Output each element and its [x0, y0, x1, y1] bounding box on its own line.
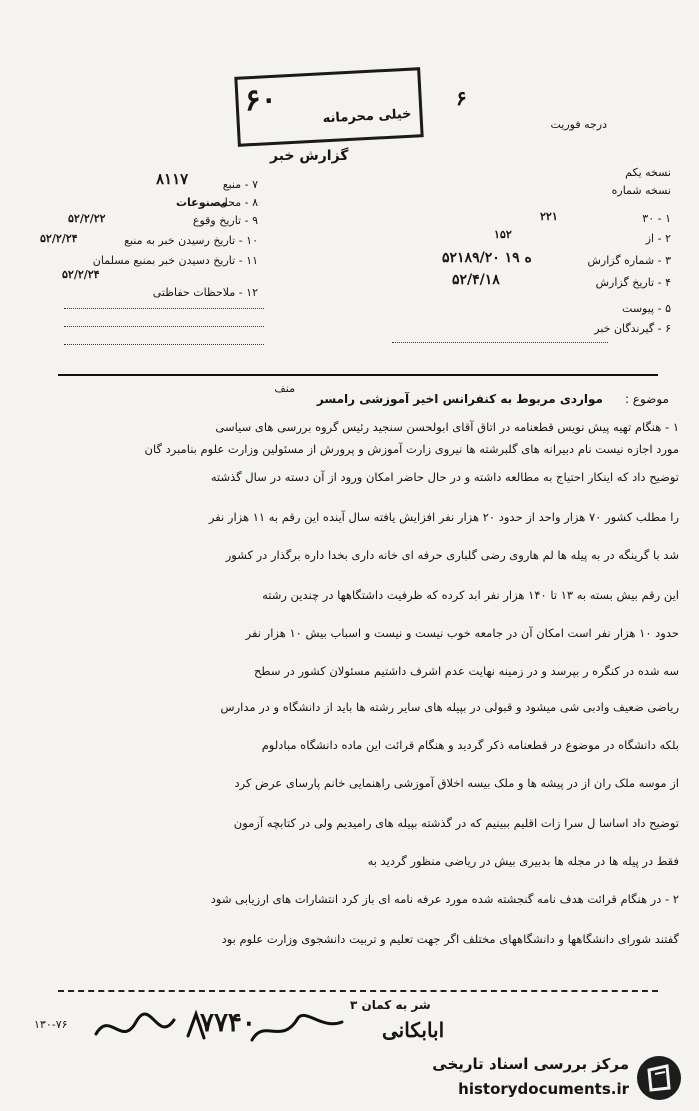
field-1-value: ۲۲۱	[540, 210, 558, 223]
field-8-value: مصنوعات	[176, 196, 228, 209]
header-divider	[58, 374, 658, 376]
dotted-line	[64, 308, 264, 309]
body-line: شد با گرینگه در به پیله ها لم هاروی رضی گلباری حرفه ای خانه داری بخدا داره برگذار در کشور	[225, 548, 679, 562]
report-title: گزارش خبر	[270, 148, 349, 164]
field-4-value: ۵۲/۴/۱۸	[452, 272, 500, 288]
dotted-line	[392, 342, 608, 343]
watermark-url: historydocuments.ir	[458, 1080, 629, 1098]
body-line: فقط در پیله ها در مجله ها بدبیری بیش در ریاضی منظور گردید به	[367, 854, 679, 868]
field-11-label: ۱۱ - تاریخ دسیدن خبر بمنبع مسلمان	[92, 254, 258, 267]
field-9-value: ۵۲/۲/۲۲	[68, 212, 106, 225]
note-mark: منف	[274, 382, 295, 395]
field-12-label: ۱۲ - ملاحظات حفاظتی	[152, 286, 258, 299]
body-line: ریاضی ضعیف وادبی شی میشود و قبولی در بپیله های سایر رشته ها باید از دانشگاه و در مدارس	[220, 700, 679, 714]
body-line: سه شده در کنگره ر بپرسد و در زمینه نهایت عدم اشرف داشتیم مسئولان کشور در سطح	[253, 664, 679, 678]
handwritten-signature-number: ۷۷۴۰	[200, 1008, 256, 1038]
watermark-title: مرکز بررسی اسناد تاریخی	[432, 1055, 629, 1073]
field-2-label: ۲ - از	[645, 232, 671, 245]
field-11-value: ۵۲/۲/۲۴	[62, 268, 100, 281]
stamp-number: ۶۰	[243, 81, 278, 119]
dotted-line	[64, 344, 264, 345]
secrecy-label: درجه فوریت	[550, 118, 607, 131]
field-6-label: ۶ - گیرندگان خبر	[594, 322, 671, 335]
stamp-classification: خیلی محرمانه	[322, 106, 412, 127]
field-1-label: ۱ - ۳۰	[642, 212, 671, 225]
body-line: ۱ - هنگام تهیه پیش نویس قطعنامه در اتاق آقای ابولحسن سنجید رئیس گروه بررسی های سیاسی	[215, 420, 679, 434]
field-4-label: ۴ - تاریخ گزارش	[595, 276, 671, 289]
field-5-label: ۵ - پیوست	[622, 302, 671, 315]
field-7-label: ۷ - منبع	[222, 178, 258, 191]
body-line: توضیح داد که اینکار احتیاج به مطالعه داشته و در حال حاضر امکان ورود از آن دسته در سال گذشته	[210, 470, 679, 484]
subject-label: موضوع :	[624, 392, 669, 406]
archive-logo-icon	[637, 1056, 681, 1100]
field-10-label: ۱۰ - تاریخ رسیدن خبر به منبع	[124, 234, 258, 247]
body-line: حدود ۱۰ هزار نفر است امکان آن در جامعه خوب نیست و نیست و اسباب بیش ۱۰ هزار نفر	[245, 626, 679, 640]
body-line: گفتند شورای دانشگاهها و دانشگاههای مختلف اگر جهت تعلیم و تربیت دانشجوی وزارت علوم بود	[221, 932, 679, 946]
field-a-label: نسخه یکم	[625, 166, 671, 179]
field-8-label: ۸ - محل	[219, 196, 258, 209]
dotted-line	[64, 326, 264, 327]
field-10-value: ۵۲/۲/۲۴	[40, 232, 78, 245]
body-line: را مطلب کشور ۷۰ هزار واحد از حدود ۲۰ هزار نفر افزایش یافته سال آینده این رقم به ۱۱ هزار نفر	[208, 510, 679, 524]
signature-stamp: شر به کمان ۳	[350, 998, 431, 1012]
body-line: از موسه ملک ران از در پیشه ها و ملک بیسه اخلاق آموزشی راهنمایی خانم پارسای عرض کرد	[234, 776, 679, 790]
field-b-label: نسخه شماره	[611, 184, 671, 197]
signature-name: ابابکانی	[382, 1018, 445, 1042]
field-3-value: ۵۲۱۸۹/۲۰ ه ۱۹	[442, 250, 532, 266]
page-number: ۶	[456, 86, 467, 110]
body-line: این رقم بیش بسته به ۱۳ تا ۱۴۰ هزار نفر ابد کرده که ظرفیت داشتگاهها در چندین رشته	[262, 588, 679, 602]
footer-divider	[58, 990, 658, 992]
body-line: مورد اجازه نیست نام دبیرانه های گلبرشته ها نیروی زارت آموزش و پرورش از مسئولین وزارت علوم بنامبرد گان	[144, 442, 679, 456]
field-7-value: ۸۱۱۷	[156, 170, 189, 188]
body-line: ۲ - در هنگام قرائت هدف نامه گنجشته شده مورد عرفه نامه ای باز کرد انتشارات های ارزیابی شود	[210, 892, 679, 906]
field-2-value: ۱۵۲	[494, 228, 512, 241]
body-line: بلکه دانشگاه در موضوع در قطعنامه ذکر گردید و هنگام قرائت این ماده دانشگاه مبادلوم	[261, 738, 679, 752]
field-3-label: ۳ - شماره گزارش	[587, 254, 671, 267]
page-end-number: ۱۳۰-۷۶	[34, 1018, 68, 1031]
classification-stamp	[234, 67, 423, 147]
field-9-label: ۹ - تاریخ وقوع	[192, 214, 258, 227]
body-line: توضیح داد اساسا ل سرا زات اقلیم ببینیم که در گذشته بپیله های رامیدیم ولی در کتابچه آزمون	[233, 816, 679, 830]
subject-text: مواردی مربوط به کنفرانس اخیر آموزشی رامسر	[316, 392, 603, 406]
